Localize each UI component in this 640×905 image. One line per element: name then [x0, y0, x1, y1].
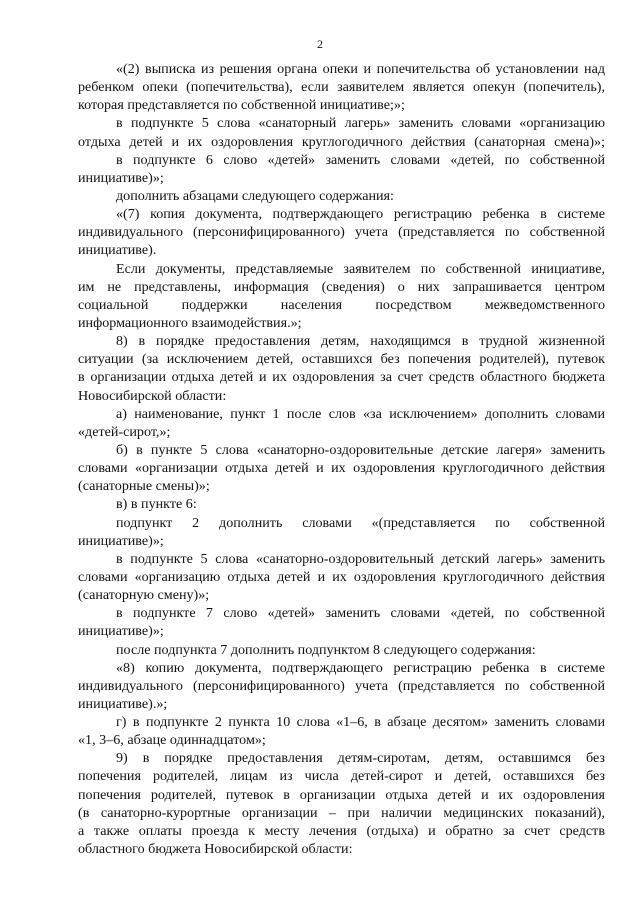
text-line: в) в пункте 6: — [116, 496, 197, 513]
text-line: Если документы, представляемые заявителем по собственной инициативе, — [116, 260, 605, 277]
text-line: а также оплаты проезда к месту лечения (отдыха) и обратно за счет средств — [78, 822, 605, 839]
text-line: а) наименование, пункт 1 после слов «за исключением» дополнить словами — [116, 405, 605, 422]
document-body — [78, 60, 605, 858]
text-line: инициативе).»; — [78, 695, 168, 712]
text-line: «8) копию документа, подтверждающего регистрацию ребенка в системе — [116, 659, 605, 676]
text-line: «1, 3–6, абзаце одиннадцатом»; — [78, 732, 266, 749]
text-line: 9) в порядке предоставления детям-сиротам, детям, оставшимся без — [116, 750, 605, 767]
text-line: 8) в порядке предоставления детям, находящимся в трудной жизненной — [116, 333, 605, 350]
text-line: «детей-сирот,»; — [78, 423, 171, 440]
text-line: в подпункте 5 слова «санаторно-оздоровительный детский лагерь» заменить — [116, 550, 605, 567]
text-line: Новосибирской области: — [78, 387, 227, 404]
text-line: дополнить абзацами следующего содержания: — [116, 187, 394, 204]
text-line: попечения родителей, лицам из числа детей-сирот и детей, оставшихся без — [78, 768, 605, 785]
text-line: инициативе)»; — [78, 623, 164, 640]
text-line: ребенком опеки (попечительства), если заявителем является опекун (попечитель), — [78, 79, 605, 96]
text-line: в организации отдыха детей и их оздоровления за счет средств областного бюджета — [78, 369, 605, 386]
text-line: г) в подпункте 2 пункта 10 слова «1–6, в абзаце десятом» заменить словами — [116, 714, 605, 731]
text-line: (санаторную смену)»; — [78, 587, 210, 604]
text-line: инициативе)»; — [78, 532, 164, 549]
text-line: в подпункте 5 слова «санаторный лагерь» заменить словами «организацию — [116, 115, 605, 132]
text-line: ситуации (за исключением детей, оставшихся без попечения родителей), путевок — [78, 351, 605, 368]
text-line: (санаторные смены)»; — [78, 478, 210, 495]
text-line: словами «организации отдыха детей и их оздоровления круглогодичного действия — [78, 460, 605, 477]
text-line: подпункт 2 дополнить словами «(представляется по собственной — [116, 514, 605, 531]
text-line: после подпункта 7 дополнить подпунктом 8 следующего содержания: — [116, 641, 536, 658]
text-line: инициативе). — [78, 242, 157, 259]
text-line: отдыха детей и их оздоровления круглогодичного действия (санаторная смена)»; — [78, 133, 605, 150]
text-line: информационного взаимодействия.»; — [78, 314, 302, 331]
text-line: словами «организацию отдыха детей и их оздоровления круглогодичного действия — [78, 568, 605, 585]
text-line: социальной поддержки населения посредством межведомственного — [78, 296, 605, 313]
text-line: инициативе)»; — [78, 169, 164, 186]
text-line: им не представлены, информация (сведения) о них запрашивается центром — [78, 278, 605, 295]
text-line: областного бюджета Новосибирской области: — [78, 841, 353, 858]
text-line: (в санаторно-курортные организации – при наличии медицинских показаний), — [78, 804, 605, 821]
text-line: б) в пункте 5 слова «санаторно-оздоровительные детские лагеря» заменить — [116, 441, 605, 458]
text-line: которая представляется по собственной инициативе;»; — [78, 97, 405, 114]
text-line: индивидуального (персонифицированного) учета (представляется по собственной — [78, 224, 605, 241]
text-line: «(7) копия документа, подтверждающего регистрацию ребенка в системе — [116, 206, 605, 223]
text-line: попечения родителей, путевок в организации отдыха детей и их оздоровления — [78, 786, 605, 803]
text-line: в подпункте 6 слово «детей» заменить словами «детей, по собственной — [116, 151, 605, 168]
text-line: в подпункте 7 слово «детей» заменить словами «детей, по собственной — [116, 605, 605, 622]
page-number: 2 — [317, 37, 323, 51]
text-line: «(2) выписка из решения органа опеки и попечительства об установлении над — [116, 61, 605, 77]
text-line: индивидуального (персонифицированного) учета (представляется по собственной — [78, 677, 605, 694]
